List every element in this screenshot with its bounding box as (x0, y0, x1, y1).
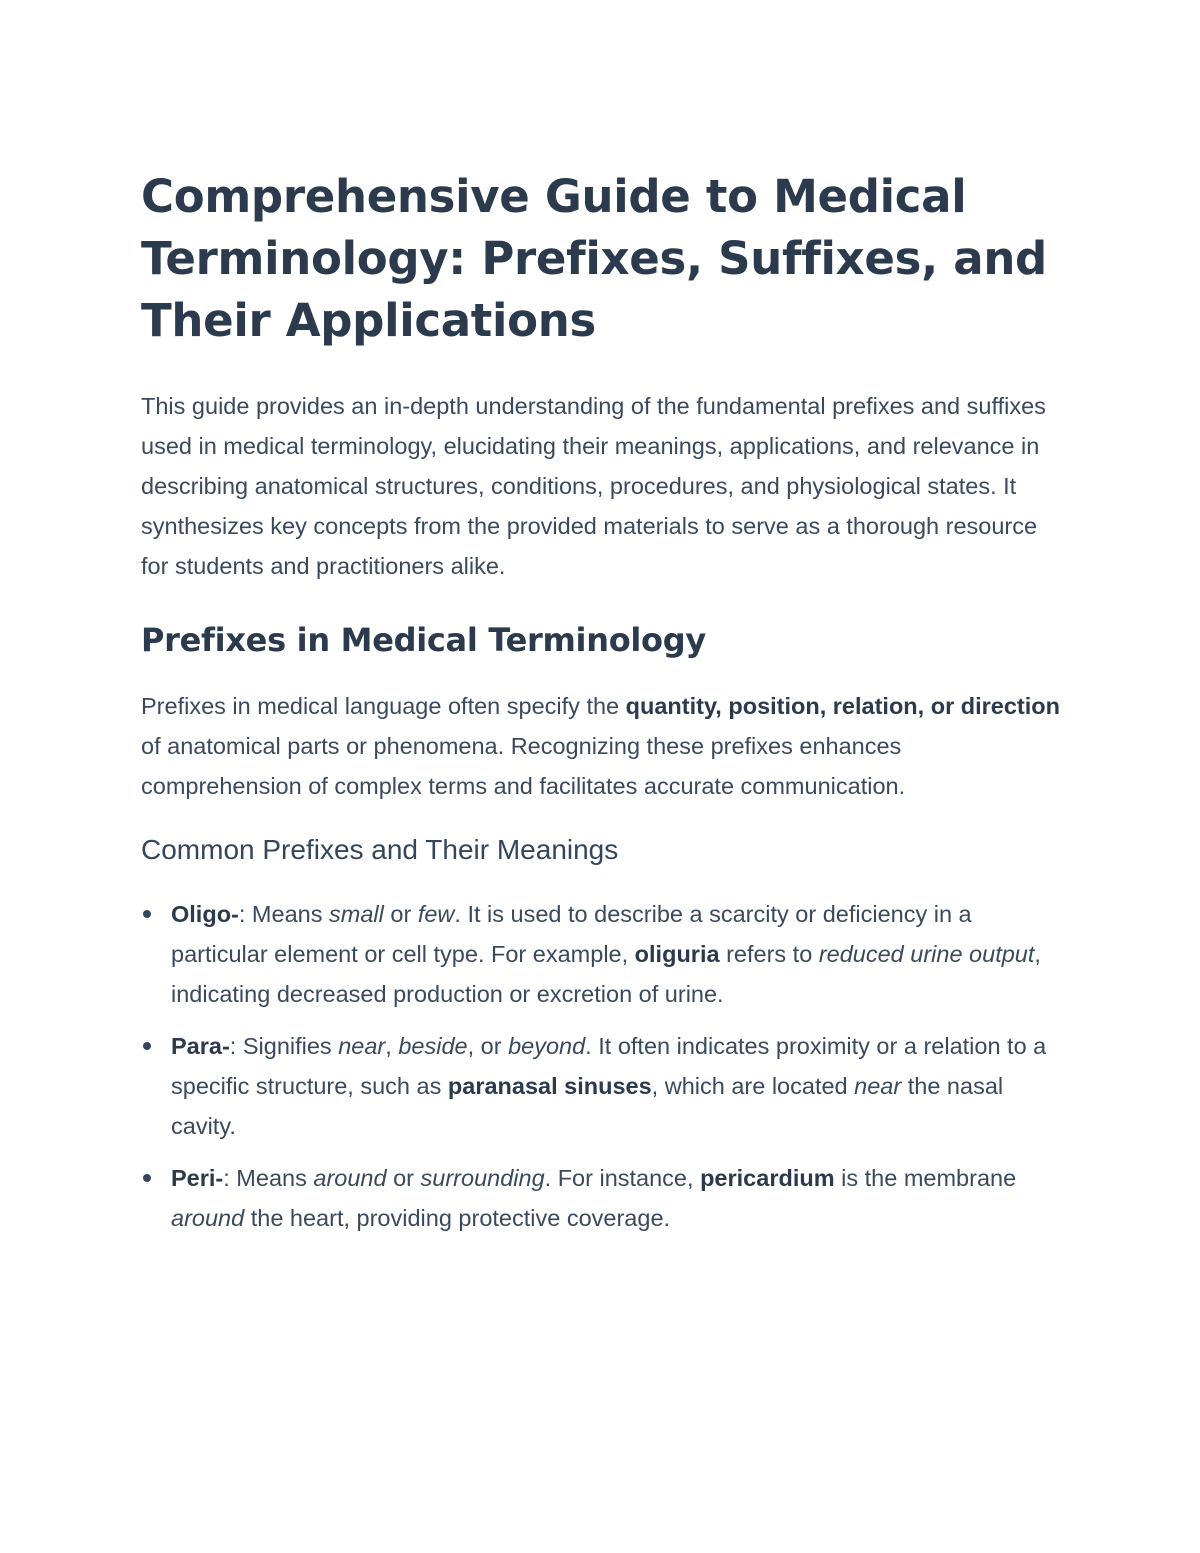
section-paragraph (141, 686, 1066, 806)
item-italic: near (854, 1073, 902, 1099)
item-text: , which are located (651, 1073, 855, 1099)
section-text: Prefixes in medical language often specify the (141, 693, 626, 719)
prefix-term: Para- (171, 1033, 230, 1059)
section-heading: Prefixes in Medical Terminology (141, 621, 706, 659)
item-italic: near (338, 1033, 386, 1059)
item-text: is the membrane (834, 1165, 1017, 1191)
item-italic: beside (398, 1033, 468, 1059)
list-item-peri (141, 1158, 1066, 1238)
item-italic: around (171, 1205, 245, 1231)
prefix-term: Peri- (171, 1165, 224, 1191)
item-text: . It is used to describe a scarcity or deficiency in a particular element or cell type. For example, (171, 901, 972, 967)
item-text: or (383, 901, 418, 927)
item-italic: few (417, 901, 455, 927)
subsection-heading: Common Prefixes and Their Meanings (141, 834, 619, 865)
bullet-icon (143, 910, 151, 918)
list-item-para (141, 1026, 1066, 1146)
item-text: refers to (719, 941, 819, 967)
item-text: , or (467, 1033, 509, 1059)
section-text: of anatomical parts or phenomena. Recognizing these prefixes enhances comprehension of complex terms and facilitates accurate communication. (141, 733, 906, 799)
example-term: oliguria (634, 941, 720, 967)
item-italic: beyond (508, 1033, 586, 1059)
item-text: the nasal cavity. (171, 1073, 1004, 1139)
bullet-icon (143, 1042, 151, 1050)
prefix-list (141, 894, 1066, 1238)
item-text: or (386, 1165, 421, 1191)
example-term: paranasal sinuses (447, 1073, 652, 1099)
intro-paragraph: This guide provides an in-depth understanding of the fundamental prefixes and suffixes used in medical terminology, elucidating their meanings, applications, and relevance in describing anatomical structures, conditions, procedures, and physiological states. It synthesizes key concepts from the provided materials to serve as a thorough resource for students and practitioners alike. (141, 393, 1046, 579)
example-term: pericardium (700, 1165, 835, 1191)
emphasis-text: quantity, position, relation, or direction (625, 693, 1060, 719)
item-text: , indicating decreased production or excretion of urine. (171, 941, 1041, 1007)
item-italic: around (313, 1165, 387, 1191)
item-text: : Means (238, 901, 329, 927)
item-text: , (385, 1033, 399, 1059)
item-italic: surrounding (420, 1165, 545, 1191)
item-text: : Signifies (229, 1033, 339, 1059)
item-text: the heart, providing protective coverage. (244, 1205, 671, 1231)
page-title: Comprehensive Guide to Medical Terminology: Prefixes, Suffixes, and Their Applications (141, 170, 1047, 347)
bullet-icon (143, 1174, 151, 1182)
item-text: . For instance, (544, 1165, 701, 1191)
item-text: : Means (223, 1165, 314, 1191)
prefix-term: Oligo- (171, 901, 239, 927)
document-page (141, 166, 1066, 1250)
item-text: . It often indicates proximity or a relation to a specific structure, such as (171, 1033, 1047, 1099)
item-italic: small (329, 901, 384, 927)
list-item-oligo (141, 894, 1066, 1014)
item-italic: reduced urine output (818, 941, 1035, 967)
